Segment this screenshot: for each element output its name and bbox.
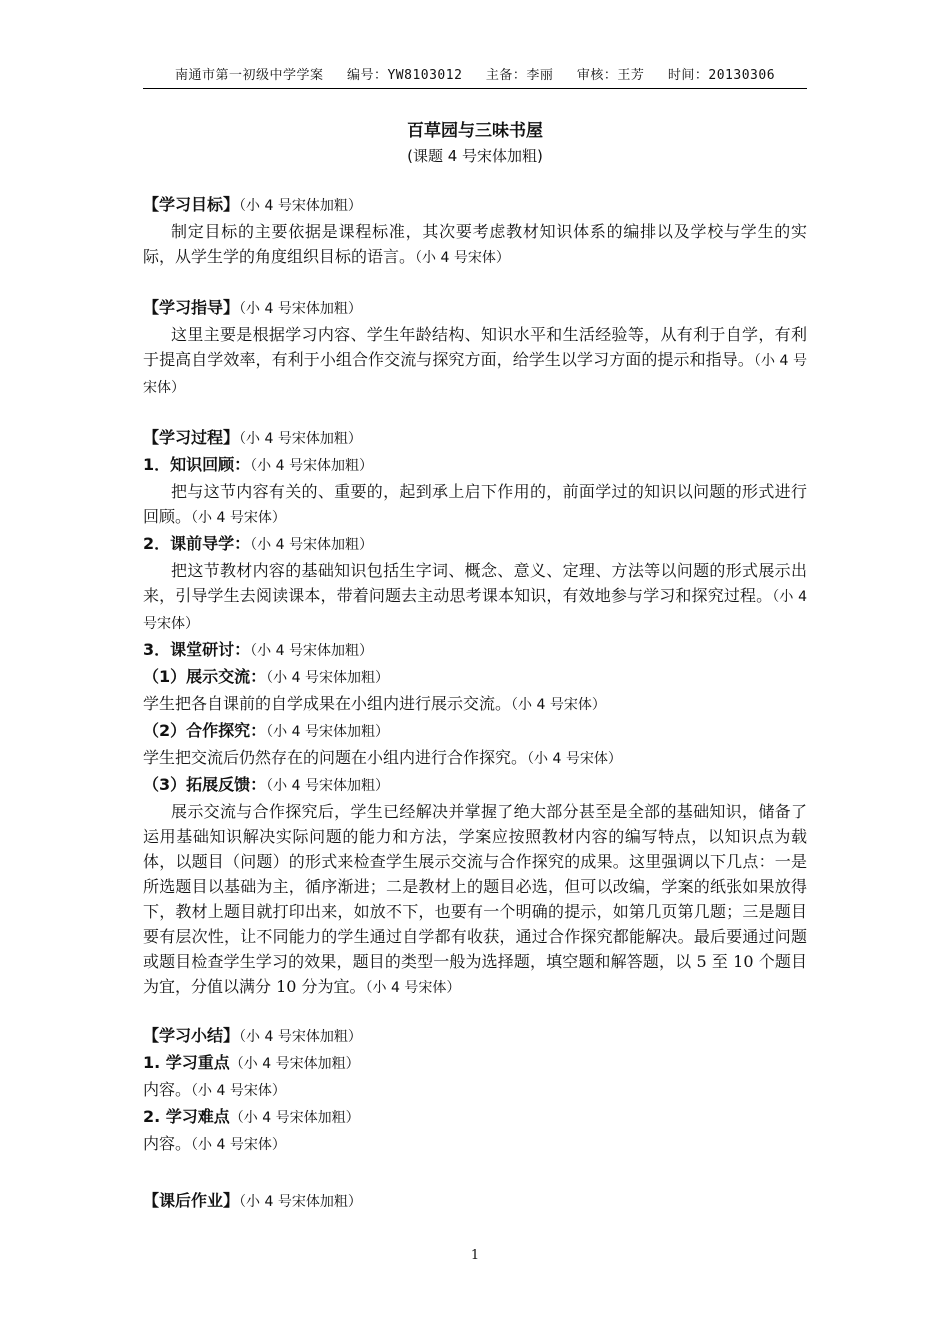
hard-text-note: （小 4 号宋体） <box>191 1137 286 1153</box>
key-heading-note: （小 4 号宋体加粗） <box>229 1056 360 1072</box>
header-editor: 主备：李丽 <box>485 68 554 83</box>
key-paragraph <box>143 1077 807 1104</box>
process-heading: 【学习过程】 <box>143 428 240 447</box>
study-heading-note: （小 4 号宋体加粗） <box>250 643 373 659</box>
extend-heading: （3）拓展反馈： <box>143 775 267 794</box>
key-subheading <box>143 1050 807 1077</box>
extend-text-note: （小 4 号宋体） <box>365 980 461 996</box>
extend-text: 展示交流与合作探究后，学生已经解决并掌握了绝大部分甚至是全部的基础知识，储备了运用基础知识解决实际问题的能力和方法，学案应按照教材内容的编写特点，以知识点为载体，以题目（问题）的形式来检查学生展示交流与合作探究的成果。这里强调以下几点：一是所选题目以基础为主，循序渐进；二是教材上的题目必选，但可以改编，学案的纸张如果放得下，教材上题目就打印出来，如放不下，也要有一个明确的提示，如第几页第几题；三是题目要有层次性，让不同能力的学生通过自学都有收获，通过合作探究都能解决。最后要通过问题或题目检查学生学习的效果，题目的类型一般为选择题，填空题和解答题，以 5 至 10 个题目为宜，分值以满分 10 分为宜。 <box>143 802 807 996</box>
preview-paragraph <box>143 558 807 637</box>
guide-heading-note: （小 4 号宋体加粗） <box>239 301 362 317</box>
coop-heading-note: （小 4 号宋体加粗） <box>266 724 389 740</box>
hard-heading-note: （小 4 号宋体加粗） <box>229 1110 360 1126</box>
goal-paragraph <box>143 219 807 271</box>
process-section-heading <box>143 425 807 452</box>
coop-text-note: （小 4 号宋体） <box>527 751 622 767</box>
header-reviewer: 审核：王芳 <box>576 68 645 83</box>
coop-heading: （2）合作探究： <box>143 721 267 740</box>
preview-text-note: （小 4 号宋体） <box>143 589 807 632</box>
show-paragraph <box>143 691 807 718</box>
hard-text: 内容。 <box>143 1134 192 1153</box>
preview-heading: 2．课前导学： <box>143 534 251 553</box>
process-heading-note: （小 4 号宋体加粗） <box>239 431 362 447</box>
review-text-note: （小 4 号宋体） <box>191 510 286 526</box>
guide-paragraph <box>143 322 807 401</box>
preview-heading-note: （小 4 号宋体加粗） <box>250 537 373 553</box>
coop-subheading <box>143 718 807 745</box>
hard-heading: 2. 学习难点 <box>143 1107 230 1126</box>
review-subheading <box>143 452 807 479</box>
goal-text: 制定目标的主要依据是课程标准，其次要考虑教材知识体系的编排以及学校与学生的实际，从学生学的角度组织目标的语言。 <box>143 222 807 266</box>
preview-subheading <box>143 531 807 558</box>
summary-heading: 【学习小结】 <box>143 1026 240 1045</box>
header-time: 时间：20130306 <box>667 68 776 83</box>
show-heading-note: （小 4 号宋体加粗） <box>266 670 389 686</box>
extend-paragraph <box>143 799 807 1001</box>
review-heading-note: （小 4 号宋体加粗） <box>250 458 373 474</box>
coop-paragraph <box>143 745 807 772</box>
homework-heading: 【课后作业】 <box>143 1191 240 1210</box>
homework-heading-note: （小 4 号宋体加粗） <box>239 1194 362 1210</box>
page-number: 1 <box>470 1248 480 1263</box>
show-text-note: （小 4 号宋体） <box>511 697 606 713</box>
header-school: 南通市第一初级中学学案 <box>174 68 324 83</box>
goal-heading-note: （小 4 号宋体加粗） <box>239 198 362 214</box>
key-heading: 1. 学习重点 <box>143 1053 230 1072</box>
show-heading: （1）展示交流： <box>143 667 267 686</box>
summary-section-heading <box>143 1023 807 1050</box>
guide-section-heading <box>143 295 807 322</box>
summary-heading-note: （小 4 号宋体加粗） <box>239 1029 362 1045</box>
page-title: 百草园与三味书屋 <box>407 121 543 141</box>
header-number: 编号：YW8103012 <box>346 68 463 83</box>
review-paragraph <box>143 479 807 531</box>
extend-subheading <box>143 772 807 799</box>
hard-subheading <box>143 1104 807 1131</box>
coop-text: 学生把交流后仍然存在的问题在小组内进行合作探究。 <box>143 748 528 767</box>
show-text: 学生把各自课前的自学成果在小组内进行展示交流。 <box>143 694 512 713</box>
goal-heading: 【学习目标】 <box>143 195 240 214</box>
review-text: 把与这节内容有关的、重要的，起到承上启下作用的，前面学过的知识以问题的形式进行回顾。 <box>143 482 807 526</box>
document-body <box>143 118 807 1215</box>
goal-text-note: （小 4 号宋体） <box>415 250 510 266</box>
key-text-note: （小 4 号宋体） <box>191 1083 286 1099</box>
extend-heading-note: （小 4 号宋体加粗） <box>266 778 389 794</box>
guide-text: 这里主要是根据学习内容、学生年龄结构、知识水平和生活经验等，从有利于自学，有利于提高自学效率，有利于小组合作交流与探究方面，给学生以学习方面的提示和指导。 <box>143 325 807 369</box>
show-subheading <box>143 664 807 691</box>
key-text: 内容。 <box>143 1080 192 1099</box>
hard-paragraph <box>143 1131 807 1158</box>
review-heading: 1．知识回顾： <box>143 455 251 474</box>
preview-text: 把这节教材内容的基础知识包括生字词、概念、意义、定理、方法等以问题的形式展示出来，引导学生去阅读课本，带着问题去主动思考课本知识，有效地参与学习和探究过程。 <box>143 561 807 605</box>
page-subtitle: (课题 4 号宋体加粗) <box>407 147 543 165</box>
study-subheading <box>143 637 807 664</box>
goal-section-heading <box>143 192 807 219</box>
homework-section-heading <box>143 1188 807 1215</box>
page-header <box>143 66 807 89</box>
study-heading: 3．课堂研讨： <box>143 640 251 659</box>
guide-heading: 【学习指导】 <box>143 298 240 317</box>
guide-text-note: （小 4 号宋体） <box>143 353 807 396</box>
